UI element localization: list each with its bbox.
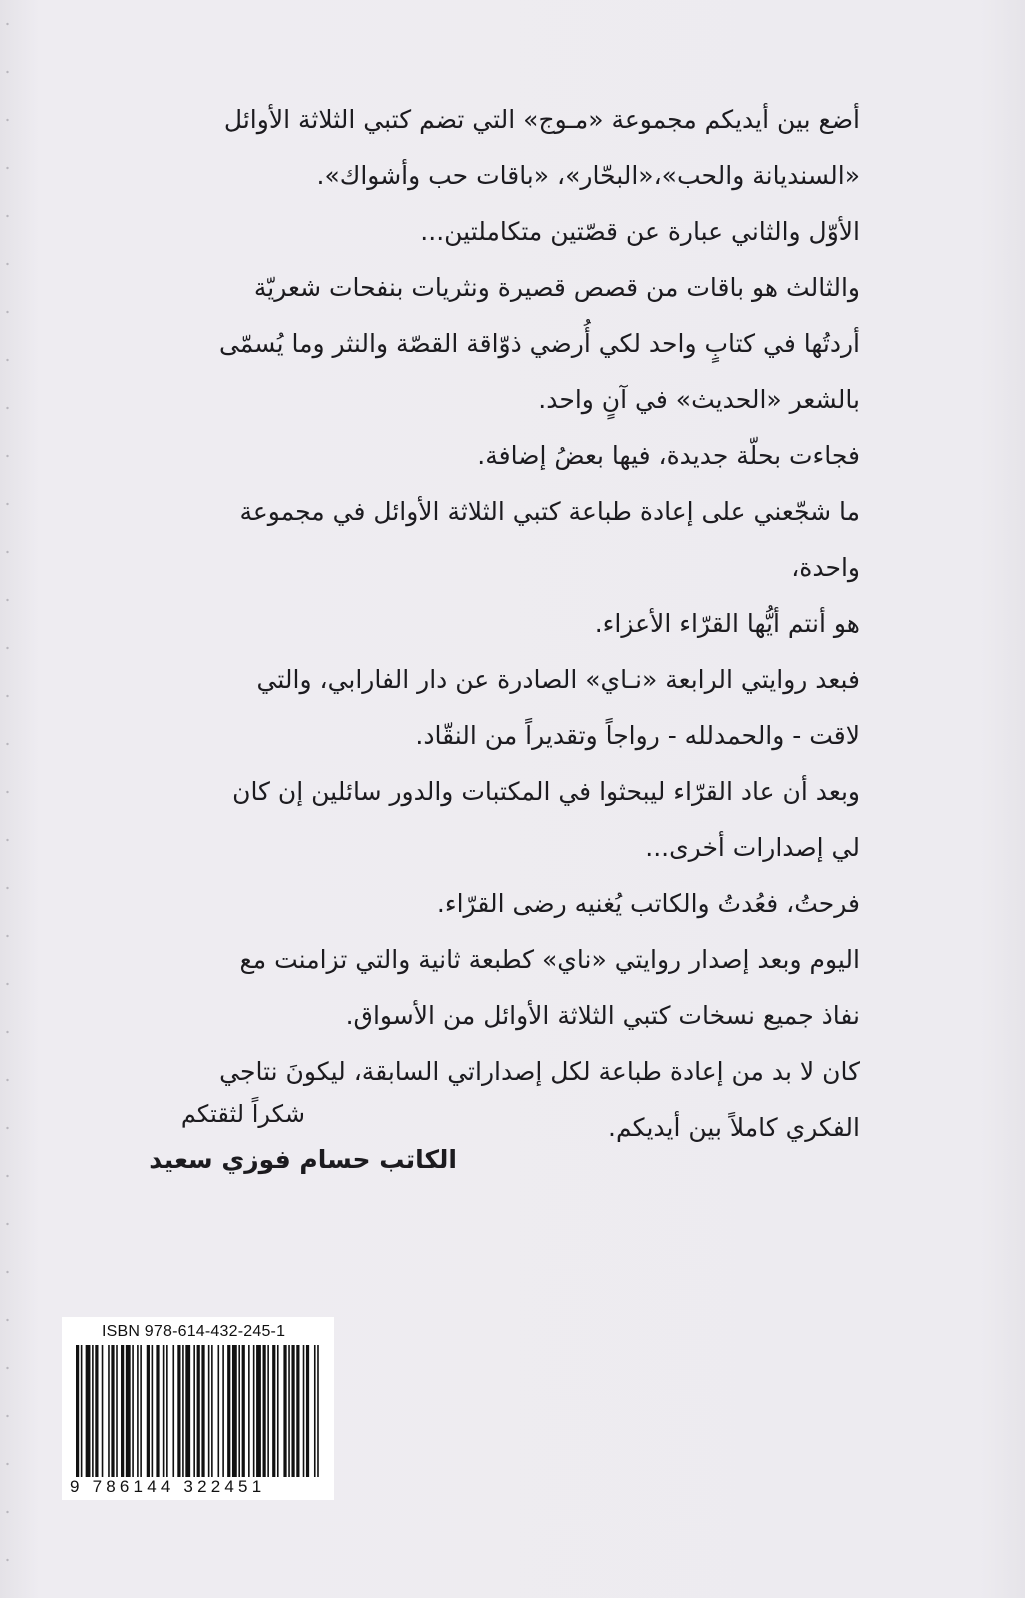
barcode-bar	[263, 1345, 266, 1477]
blurb-text	[150, 92, 860, 1156]
barcode-bar	[102, 1345, 104, 1477]
blurb-line: واحدة،	[791, 553, 860, 582]
barcode-bar	[283, 1345, 286, 1477]
barcode-bar	[272, 1345, 275, 1477]
barcode-bar	[288, 1345, 290, 1477]
barcode-bar	[156, 1345, 159, 1477]
blurb-line: أضع بين أيديكم مجموعة «مـوج» التي تضم كتبي الثلاثة الأوائل	[223, 105, 860, 134]
barcode-bar	[211, 1345, 213, 1477]
barcode-bar	[208, 1345, 210, 1477]
barcode-bar	[296, 1345, 299, 1477]
barcode-bar	[126, 1345, 131, 1477]
barcode-bar	[303, 1345, 305, 1477]
barcode-bar	[238, 1345, 240, 1477]
blurb-line: بالشعر «الحديث» في آنٍ واحد.	[538, 385, 860, 414]
barcode-bar	[227, 1345, 230, 1477]
barcode-bars	[76, 1345, 322, 1477]
barcode-bar	[201, 1345, 204, 1477]
closing-thanks: شكراً لثقتكم	[180, 1100, 305, 1128]
barcode-bar	[95, 1345, 98, 1477]
barcode-bar	[248, 1345, 250, 1477]
barcode-bar	[314, 1345, 316, 1477]
blurb-line: الفكري كاملاً بين أيديكم.	[608, 1113, 860, 1142]
barcode-digits: 9 786144 322451	[70, 1477, 266, 1496]
blurb-line: كان لا بد من إعادة طباعة لكل إصداراتي السابقة، ليكونَ نتاجي	[219, 1057, 860, 1086]
blurb-line: وبعد أن عاد القرّاء ليبحثوا في المكتبات والدور سائلين إن كان	[232, 777, 860, 806]
barcode-bar	[232, 1345, 237, 1477]
barcode-bar	[116, 1345, 118, 1477]
barcode-bar	[242, 1345, 245, 1477]
blurb-line: لاقت - والحمدلله - رواجاً وتقديراً من النقّاد.	[415, 721, 860, 750]
isbn-barcode	[62, 1317, 334, 1500]
barcode-bar	[291, 1345, 294, 1477]
spine-edge-marks	[6, 0, 9, 1598]
barcode-bar	[121, 1345, 124, 1477]
barcode-bar	[197, 1345, 200, 1477]
blurb-line: الأوّل والثاني عبارة عن قصّتين متكاملتين...	[420, 217, 860, 246]
barcode-bar	[277, 1345, 279, 1477]
barcode-bar	[172, 1345, 174, 1477]
barcode-bar	[147, 1345, 150, 1477]
blurb-line: لي إصدارات أخرى...	[645, 833, 860, 862]
barcode-bar	[253, 1345, 255, 1477]
barcode-bar	[92, 1345, 94, 1477]
blurb-line: اليوم وبعد إصدار روايتي «ناي» كطبعة ثانية والتي تزامنت مع	[239, 945, 860, 974]
blurb-line: «السنديانة والحب»،«البحّار»، «باقات حب وأشواك».	[316, 161, 860, 190]
barcode-bar	[132, 1345, 134, 1477]
barcode-bar	[81, 1345, 83, 1477]
barcode-bar	[166, 1345, 168, 1477]
barcode-bar	[86, 1345, 91, 1477]
barcode-bar	[182, 1345, 184, 1477]
barcode-bar	[111, 1345, 114, 1477]
barcode-bar	[108, 1345, 110, 1477]
barcode-bar	[137, 1345, 139, 1477]
barcode-bar	[177, 1345, 180, 1477]
barcode-bar	[267, 1345, 269, 1477]
barcode-bar	[306, 1345, 309, 1477]
blurb-line: نفاذ جميع نسخات كتبي الثلاثة الأوائل من الأسواق.	[345, 1001, 860, 1030]
barcode-bar	[256, 1345, 261, 1477]
barcode-bar	[152, 1345, 154, 1477]
isbn-label: ISBN 978-614-432-245-1	[102, 1323, 286, 1340]
barcode-bar	[163, 1345, 165, 1477]
blurb-line: هو أنتم أيُّها القرّاء الأعزاء.	[594, 609, 860, 638]
blurb-line: أردتُها في كتابٍ واحد لكي أُرضي ذوّاقة القصّة والنثر وما يُسمّى	[219, 329, 860, 358]
author-signature: الكاتب حسام فوزي سعيد	[149, 1145, 457, 1174]
barcode-bar	[317, 1345, 319, 1477]
barcode-bar	[185, 1345, 190, 1477]
barcode-bar	[217, 1345, 219, 1477]
blurb-line: والثالث هو باقات من قصص قصيرة ونثريات بنفحات شعريّة	[253, 273, 860, 302]
blurb-line: فرحتُ، فعُدتُ والكاتب يُغنيه رضى القرّاء.	[436, 889, 860, 918]
blurb-line: فبعد روايتي الرابعة «نـاي» الصادرة عن دار الفارابي، والتي	[256, 665, 860, 694]
barcode-bar	[76, 1345, 79, 1477]
blurb-line: فجاءت بحلّة جديدة، فيها بعضُ إضافة.	[477, 441, 860, 470]
blurb-line: ما شجّعني على إعادة طباعة كتبي الثلاثة الأوائل في مجموعة	[239, 497, 860, 526]
barcode-bar	[222, 1345, 224, 1477]
barcode-bar	[140, 1345, 142, 1477]
barcode-bar	[193, 1345, 195, 1477]
